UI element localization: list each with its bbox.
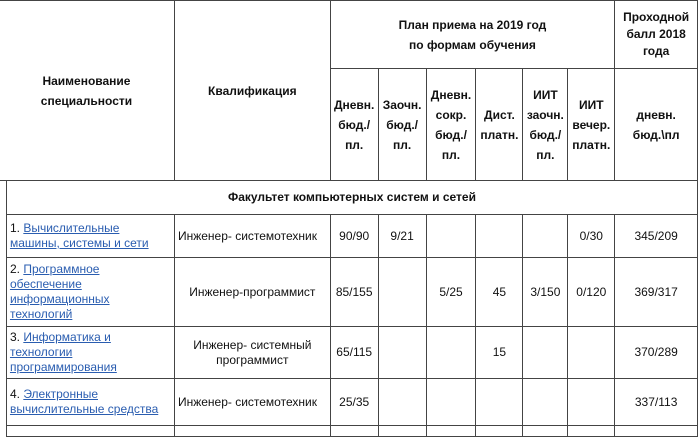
day-short-cell: 5/25 [426, 258, 476, 327]
qualification-cell: Инженер-программист [174, 258, 330, 327]
cell-partial [330, 426, 378, 437]
specialty-cell [6, 215, 174, 258]
row-number: 1. [9, 221, 20, 235]
cell-partial [378, 426, 426, 437]
form-header-line: Дневн. [333, 97, 375, 112]
cell-partial [568, 426, 615, 437]
table-row [0, 327, 698, 379]
passing-score-header [615, 1, 698, 69]
day-cell: 25/35 [330, 379, 378, 426]
day-short-cell [426, 379, 476, 426]
day-short-cell [426, 327, 476, 379]
iit-extramural-cell [523, 215, 568, 258]
form-header-line: платн. [572, 137, 611, 152]
qualification-cell: Инженер- системный программист [174, 327, 330, 379]
form-header-line: бюд./ [435, 127, 467, 142]
specialty-cell [6, 258, 174, 327]
specialty-cell [6, 379, 174, 426]
passing-header-line: года [642, 44, 670, 58]
iit-extramural-cell [523, 379, 568, 426]
form-header-day [330, 69, 378, 181]
form-header-line: вечер. [572, 117, 611, 132]
passing-sub-line: дневн. [636, 107, 676, 122]
faculty-name: Факультет компьютерных систем и сетей [6, 181, 697, 215]
qualification-cell: Инженер- системотехник [174, 215, 330, 258]
passing-score-cell: 345/209 [615, 215, 698, 258]
form-header-day-short [426, 69, 476, 181]
form-header-line: ИИТ [579, 97, 604, 112]
specialty-link[interactable]: Вычислительные машины, системы и сети [9, 221, 149, 250]
distance-cell [476, 379, 523, 426]
form-header-line: пл. [536, 147, 555, 162]
cell-partial [523, 426, 568, 437]
specialty-link[interactable]: Информатика и технологии программирования [9, 330, 117, 374]
form-header-line: бюд./ [386, 117, 418, 132]
distance-cell [476, 215, 523, 258]
form-header-line: бюд./ [338, 117, 371, 132]
header-row-top [0, 1, 698, 69]
plan-header-line: по формам обучения [409, 37, 536, 52]
table-row [0, 379, 698, 426]
specialty-header: Наименование специальности [0, 1, 174, 181]
iit-evening-cell: 0/120 [568, 258, 615, 327]
qualification-cell: Инженер- системотехник [174, 379, 330, 426]
passing-sub-line: бюд.\пл [632, 127, 680, 142]
cell-partial [476, 426, 523, 437]
day-cell: 90/90 [330, 215, 378, 258]
passing-score-cell: 370/289 [615, 327, 698, 379]
passing-sub-header [615, 69, 698, 181]
passing-header-line: балл 2018 [626, 27, 686, 41]
distance-cell: 45 [476, 258, 523, 327]
form-header-line: Дневн. [430, 87, 472, 102]
form-header-line: пл. [345, 137, 364, 152]
distance-cell: 15 [476, 327, 523, 379]
cell-partial [615, 426, 698, 437]
form-header-line: Дист. [484, 107, 515, 122]
row-number: 2. [9, 262, 20, 276]
specialty-cell [6, 327, 174, 379]
extramural-cell [378, 327, 426, 379]
extramural-cell: 9/21 [378, 215, 426, 258]
cell-partial [6, 426, 174, 437]
qualification-header: Квалификация [174, 1, 330, 181]
extramural-cell [378, 258, 426, 327]
form-header-iit-extramural [523, 69, 568, 181]
form-header-line: ИИТ [533, 87, 558, 102]
form-header-line: Заочн. [382, 97, 422, 112]
cell-partial [174, 426, 330, 437]
specialty-link[interactable]: Программное обеспечение информационных технологий [9, 262, 110, 321]
extramural-cell [378, 379, 426, 426]
row-number: 4. [9, 387, 20, 401]
form-header-distance [476, 69, 523, 181]
table-row [0, 215, 698, 258]
form-header-iit-evening [568, 69, 615, 181]
iit-extramural-cell [523, 327, 568, 379]
form-header-line: платн. [480, 127, 519, 142]
form-header-line: сокр. [435, 107, 467, 122]
passing-header-line: Проходной [623, 10, 690, 24]
plan-header-line: План приема на 2019 год [398, 17, 547, 32]
row-number: 3. [9, 330, 20, 344]
passing-score-cell: 337/113 [615, 379, 698, 426]
iit-evening-cell [568, 379, 615, 426]
form-header-line: пл. [393, 137, 412, 152]
faculty-row [0, 181, 698, 215]
plan-header [330, 1, 615, 69]
cell-partial [426, 426, 476, 437]
table-row-partial [0, 426, 698, 437]
iit-evening-cell: 0/30 [568, 215, 615, 258]
form-header-line: заочн. [526, 107, 564, 122]
iit-evening-cell [568, 327, 615, 379]
day-cell: 85/155 [330, 258, 378, 327]
day-short-cell [426, 215, 476, 258]
form-header-line: пл. [441, 147, 461, 162]
table-row [0, 258, 698, 327]
iit-extramural-cell: 3/150 [523, 258, 568, 327]
passing-score-cell: 369/317 [615, 258, 698, 327]
specialty-link[interactable]: Электронные вычислительные средства [9, 387, 159, 416]
day-cell: 65/115 [330, 327, 378, 379]
form-header-extramural [378, 69, 426, 181]
form-header-line: бюд./ [529, 127, 562, 142]
